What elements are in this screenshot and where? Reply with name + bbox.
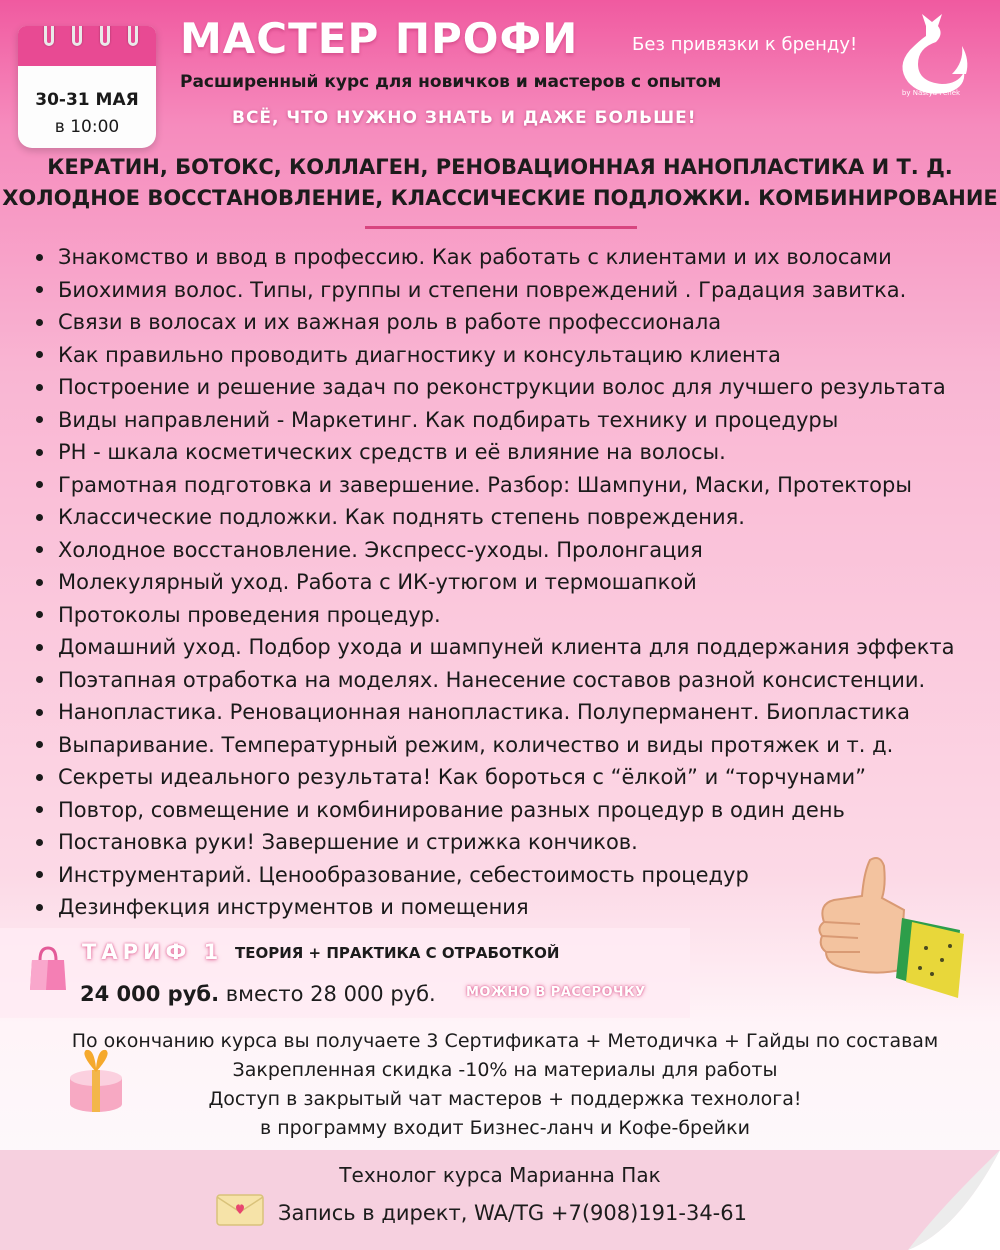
- list-item: [36, 241, 986, 274]
- bullet-icon: [36, 579, 43, 586]
- list-item: [36, 274, 986, 307]
- logo-caption: by Nastya Fenek: [901, 89, 961, 97]
- topic-text: Секреты идеального результата! Как бороться с “ёлкой” и “торчунами”: [58, 765, 867, 790]
- topic-text: Как правильно проводить диагностику и консультацию клиента: [58, 342, 781, 367]
- list-item: [36, 404, 986, 437]
- topic-text: Биохимия волос. Типы, группы и степени повреждений . Градация завитка.: [58, 277, 907, 302]
- calendar-ring: [72, 26, 82, 46]
- bullet-icon: [36, 286, 43, 293]
- list-item: [36, 664, 986, 697]
- calendar-ring: [44, 26, 54, 46]
- list-item: [36, 696, 986, 729]
- topic-text: PH - шкала косметических средств и её влияние на волосы.: [58, 440, 726, 465]
- thumbs-up-icon: [804, 852, 968, 1002]
- brand-tag: Без привязки к бренду!: [632, 34, 858, 55]
- topic-text: Дезинфекция инструментов и помещения: [58, 895, 529, 920]
- topic-text: Выпаривание. Температурный режим, количество и виды протяжек и т. д.: [58, 732, 894, 757]
- bullet-icon: [36, 319, 43, 326]
- list-item: [36, 306, 986, 339]
- bonus-item: Закрепленная скидка -10% на материалы для работы: [232, 1059, 778, 1081]
- topics-list: [36, 241, 986, 924]
- bullet-icon: [36, 806, 43, 813]
- list-item: [36, 761, 986, 794]
- list-item: [36, 794, 986, 827]
- course-slogan: ВСЁ, ЧТО НУЖНО ЗНАТЬ И ДАЖЕ БОЛЬШЕ!: [232, 108, 697, 128]
- list-item: [36, 631, 986, 664]
- topic-text: Знакомство и ввод в профессию. Как работать с клиентами и их волосами: [58, 245, 892, 270]
- calendar-ring: [128, 26, 138, 46]
- topic-text: Повтор, совмещение и комбинирование разных процедур в один день: [58, 797, 845, 822]
- calendar-ring: [100, 26, 110, 46]
- calendar-icon: [18, 26, 156, 148]
- bullet-icon: [36, 871, 43, 878]
- bonuses-list: [60, 1027, 950, 1143]
- list-item: [36, 534, 986, 567]
- contact-info: Запись в директ, WA/TG +7(908)191-34-61: [278, 1201, 747, 1225]
- calendar-date: 30-31 МАЯ: [35, 90, 139, 110]
- bullet-icon: [36, 839, 43, 846]
- bullet-icon: [36, 449, 43, 456]
- topic-text: Молекулярный уход. Работа с ИК-утюгом и термошапкой: [58, 570, 697, 595]
- course-teacher: Технолог курса Марианна Пак: [339, 1163, 661, 1187]
- shopping-bag-icon: [28, 946, 68, 992]
- headline-line-1: КЕРАТИН, БОТОКС, КОЛЛАГЕН, РЕНОВАЦИОННАЯ НАНОПЛАСТИКА И Т. Д.: [47, 155, 953, 179]
- topic-text: Инструментарий. Ценообразование, себестоимость процедур: [58, 862, 749, 887]
- bullet-icon: [36, 416, 43, 423]
- bullet-icon: [36, 774, 43, 781]
- bullet-icon: [36, 481, 43, 488]
- headline-underline: [365, 226, 637, 229]
- calendar-time: в 10:00: [54, 117, 120, 137]
- topic-text: Холодное восстановление. Экспресс-уходы. Пролонгация: [58, 537, 703, 562]
- list-item: [36, 436, 986, 469]
- envelope-heart-icon: [216, 1192, 264, 1226]
- topic-text: Связи в волосах и их важная роль в работе профессионала: [58, 310, 722, 335]
- bullet-icon: [36, 254, 43, 261]
- bullet-icon: [36, 644, 43, 651]
- price-line: [80, 982, 436, 1006]
- bullet-icon: [36, 611, 43, 618]
- bonus-item: По окончанию курса вы получаете 3 Сертификата + Методичка + Гайды по составам: [71, 1030, 939, 1052]
- topic-text: Постановка руки! Завершение и стрижка кончиков.: [58, 830, 638, 855]
- list-item: [36, 339, 986, 372]
- topic-text: Классические подложки. Как поднять степень повреждения.: [58, 505, 745, 530]
- bullet-icon: [36, 741, 43, 748]
- bonus-item: в программу входит Бизнес-ланч и Кофе-брейки: [260, 1117, 750, 1139]
- topic-text: Нанопластика. Реновационная нанопластика. Полуперманент. Биопластика: [58, 700, 910, 725]
- bullet-icon: [36, 709, 43, 716]
- bullet-icon: [36, 904, 43, 911]
- tariff-name: ТАРИФ 1: [82, 940, 224, 964]
- price-value: 24 000 руб.: [80, 982, 220, 1006]
- course-title: МАСТЕР ПРОФИ: [180, 14, 579, 63]
- bullet-icon: [36, 546, 43, 553]
- bullet-icon: [36, 384, 43, 391]
- topic-text: Домашний уход. Подбор ухода и шампуней клиента для поддержания эффекта: [58, 635, 955, 660]
- installment-badge: МОЖНО В РАССРОЧКУ: [466, 985, 646, 1000]
- bonus-item: Доступ в закрытый чат мастеров + поддержка технолога!: [208, 1088, 802, 1110]
- topic-text: Грамотная подготовка и завершение. Разбор: Шампуни, Маски, Протекторы: [58, 472, 912, 497]
- topic-text: Поэтапная отработка на моделях. Нанесение составов разной консистенции.: [58, 667, 926, 692]
- list-item: [36, 599, 986, 632]
- bullet-icon: [36, 514, 43, 521]
- bullet-icon: [36, 676, 43, 683]
- list-item: [36, 371, 986, 404]
- list-item: [36, 729, 986, 762]
- course-subtitle: Расширенный курс для новичков и мастеров с опытом: [180, 72, 722, 92]
- list-item: [36, 501, 986, 534]
- topic-text: Виды направлений - Маркетинг. Как подбирать технику и процедуры: [58, 407, 839, 432]
- list-item: [36, 469, 986, 502]
- topic-text: Построение и решение задач по реконструкции волос для лучшего результата: [58, 375, 946, 400]
- tariff-description: ТЕОРИЯ + ПРАКТИКА С ОТРАБОТКОЙ: [235, 944, 560, 962]
- topic-text: Протоколы проведения процедур.: [58, 602, 441, 627]
- list-item: [36, 566, 986, 599]
- headline-line-2: ХОЛОДНОЕ ВОССТАНОВЛЕНИЕ, КЛАССИЧЕСКИЕ ПОДЛОЖКИ. КОМБИНИРОВАНИЕ: [2, 186, 998, 210]
- bullet-icon: [36, 351, 43, 358]
- old-price: вместо 28 000 руб.: [225, 982, 436, 1006]
